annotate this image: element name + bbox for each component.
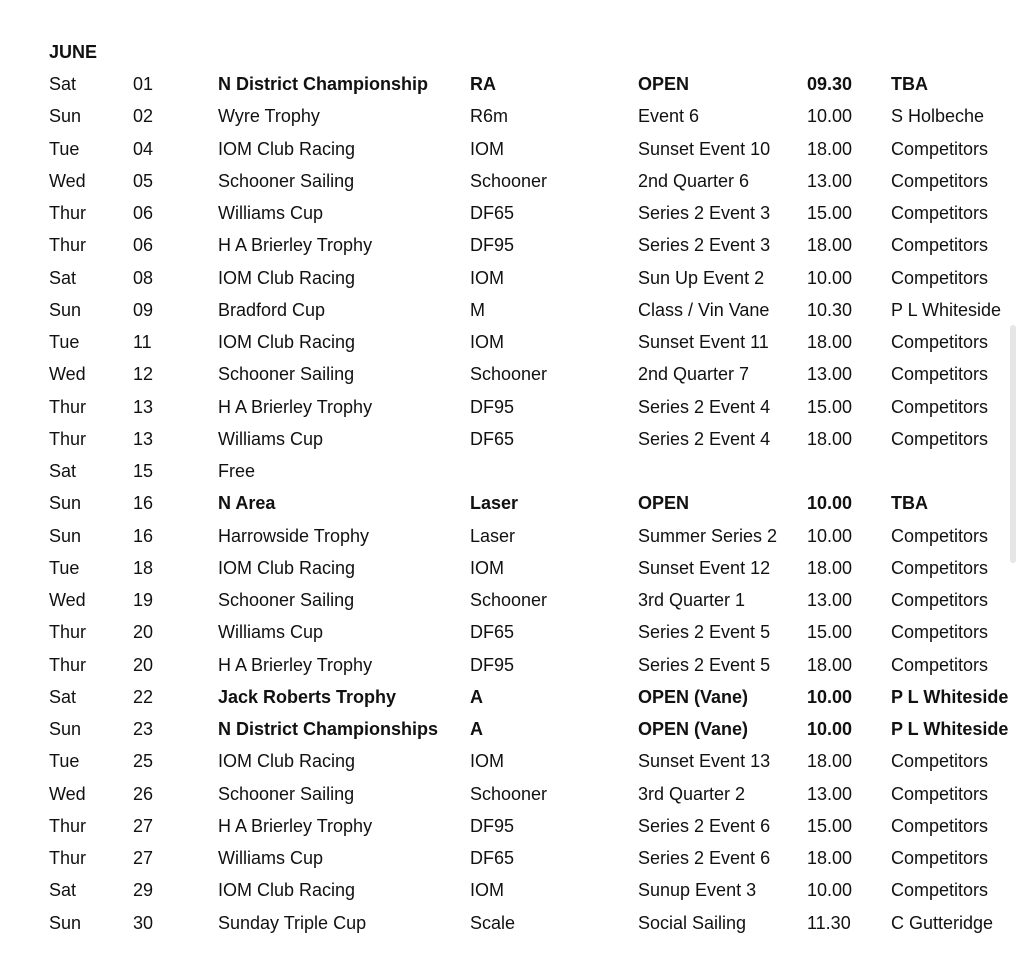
race-officer-cell: P L Whiteside — [891, 686, 1009, 707]
day-cell: Thur — [49, 654, 87, 675]
start-time-cell: 13.00 — [807, 364, 853, 385]
race-officer-cell: Competitors — [891, 396, 989, 417]
event-name-cell: N Area — [218, 493, 276, 514]
date-cell: 01 — [133, 74, 154, 94]
day-cell: Sun — [49, 912, 82, 933]
date-cell: 13 — [133, 428, 154, 449]
date-cell: 04 — [133, 138, 154, 159]
boat-class-cell: Scale — [470, 912, 516, 933]
event-name-cell: N District Championship — [218, 74, 429, 94]
boat-class-cell: IOM — [470, 138, 504, 159]
schedule-row — [0, 616, 1024, 648]
boat-class-cell: Schooner — [470, 590, 548, 610]
race-officer-cell: TBA — [891, 74, 928, 94]
boat-class-cell: Schooner — [470, 364, 548, 385]
day-cell: Sat — [49, 74, 77, 94]
event-name-cell: Williams Cup — [218, 428, 324, 449]
race-officer-cell: P L Whiteside — [891, 299, 1002, 320]
series-cell: 3rd Quarter 2 — [638, 783, 746, 804]
event-name-cell: Schooner Sailing — [218, 364, 355, 385]
event-name-cell: H A Brierley Trophy — [218, 654, 373, 675]
race-officer-cell: Competitors — [891, 138, 989, 159]
event-name-cell: H A Brierley Trophy — [218, 396, 373, 417]
boat-class-cell: DF95 — [470, 396, 515, 417]
start-time-cell: 18.00 — [807, 654, 853, 675]
race-officer-cell: Competitors — [891, 751, 989, 772]
schedule-row — [0, 778, 1024, 810]
race-officer-cell: S Holbeche — [891, 106, 985, 127]
series-cell: 2nd Quarter 6 — [638, 170, 750, 191]
start-time-cell: 18.00 — [807, 848, 853, 868]
scrollbar[interactable] — [1010, 325, 1016, 563]
start-time-cell: 15.00 — [807, 815, 853, 836]
date-cell: 27 — [133, 848, 154, 868]
day-cell: Sun — [49, 106, 82, 127]
date-cell: 19 — [133, 590, 154, 610]
event-name-cell: Schooner Sailing — [218, 783, 355, 804]
date-cell: 11 — [133, 332, 152, 352]
start-time-cell: 13.00 — [807, 590, 853, 610]
event-name-cell: Williams Cup — [218, 622, 324, 643]
schedule-row — [0, 520, 1024, 552]
boat-class-cell: IOM — [470, 557, 504, 578]
race-officer-cell: Competitors — [891, 235, 989, 256]
day-cell: Wed — [49, 590, 86, 610]
race-officer-cell: Competitors — [891, 557, 989, 578]
schedule-row — [0, 584, 1024, 616]
schedule-row — [0, 197, 1024, 229]
schedule-row — [0, 133, 1024, 165]
race-officer-cell: Competitors — [891, 170, 989, 191]
race-officer-cell: Competitors — [891, 622, 989, 643]
series-cell: 2nd Quarter 7 — [638, 364, 750, 385]
series-cell: Series 2 Event 5 — [638, 654, 771, 675]
date-cell: 30 — [133, 912, 154, 933]
boat-class-cell: IOM — [470, 880, 504, 901]
race-officer-cell: Competitors — [891, 267, 989, 288]
date-cell: 20 — [133, 654, 154, 675]
start-time-cell: 10.00 — [807, 267, 853, 288]
event-name-cell: IOM Club Racing — [218, 332, 356, 352]
series-cell: 3rd Quarter 1 — [638, 590, 746, 610]
date-cell: 15 — [133, 461, 154, 481]
event-name-cell: IOM Club Racing — [218, 138, 356, 159]
day-cell: Sat — [49, 880, 77, 901]
date-cell: 20 — [133, 622, 154, 643]
schedule-row — [0, 649, 1024, 681]
schedule-row — [0, 681, 1024, 713]
date-cell: 05 — [133, 170, 154, 191]
event-name-cell: IOM Club Racing — [218, 267, 356, 288]
series-cell: Sunset Event 10 — [638, 138, 771, 159]
series-cell: Event 6 — [638, 106, 700, 127]
date-cell: 06 — [133, 203, 154, 223]
date-cell: 09 — [133, 299, 154, 320]
start-time-cell: 18.00 — [807, 557, 853, 578]
series-cell: Series 2 Event 6 — [638, 848, 771, 868]
schedule-row — [0, 68, 1024, 100]
race-officer-cell: Competitors — [891, 783, 989, 804]
event-name-cell: Wyre Trophy — [218, 106, 320, 127]
boat-class-cell: R6m — [470, 106, 509, 127]
schedule-row — [0, 358, 1024, 390]
day-cell: Wed — [49, 170, 86, 191]
boat-class-cell: DF65 — [470, 848, 515, 868]
event-name-cell: Free — [218, 461, 256, 481]
series-cell: OPEN — [638, 74, 690, 94]
series-cell: Series 2 Event 5 — [638, 622, 771, 643]
series-cell: Sunset Event 11 — [638, 332, 769, 352]
start-time-cell: 10.30 — [807, 299, 853, 320]
series-cell: Sunset Event 12 — [638, 557, 771, 578]
series-cell: Sun Up Event 2 — [638, 267, 765, 288]
date-cell: 06 — [133, 235, 154, 256]
date-cell: 13 — [133, 396, 154, 417]
boat-class-cell: DF95 — [470, 815, 515, 836]
start-time-cell: 10.00 — [807, 525, 853, 546]
boat-class-cell: DF95 — [470, 235, 515, 256]
series-cell: Sunup Event 3 — [638, 880, 757, 901]
day-cell: Sun — [49, 719, 82, 739]
race-officer-cell: C Gutteridge — [891, 912, 994, 933]
race-officer-cell: Competitors — [891, 590, 989, 610]
race-officer-cell: Competitors — [891, 203, 989, 223]
day-cell: Sat — [49, 461, 77, 481]
day-cell: Sun — [49, 525, 82, 546]
series-cell: OPEN — [638, 493, 690, 514]
boat-class-cell: RA — [470, 74, 496, 94]
event-name-cell: Schooner Sailing — [218, 590, 355, 610]
event-name-cell: H A Brierley Trophy — [218, 815, 373, 836]
day-cell: Sat — [49, 267, 77, 288]
start-time-cell: 18.00 — [807, 332, 853, 352]
day-cell: Wed — [49, 783, 86, 804]
event-name-cell: N District Championships — [218, 719, 439, 739]
start-time-cell: 13.00 — [807, 170, 853, 191]
event-name-cell: Williams Cup — [218, 848, 324, 868]
event-name-cell: IOM Club Racing — [218, 880, 356, 901]
schedule-row — [0, 423, 1024, 455]
series-cell: Series 2 Event 4 — [638, 396, 771, 417]
schedule-row — [0, 294, 1024, 326]
boat-class-cell: DF65 — [470, 428, 515, 449]
month-title: JUNE — [49, 42, 98, 62]
event-name-cell: Williams Cup — [218, 203, 324, 223]
series-cell: Summer Series 2 — [638, 525, 778, 546]
date-cell: 16 — [133, 525, 154, 546]
event-name-cell: Schooner Sailing — [218, 170, 355, 191]
day-cell: Thur — [49, 396, 87, 417]
event-name-cell: IOM Club Racing — [218, 557, 356, 578]
start-time-cell: 15.00 — [807, 622, 853, 643]
start-time-cell: 10.00 — [807, 719, 853, 739]
start-time-cell: 15.00 — [807, 396, 853, 417]
day-cell: Thur — [49, 428, 87, 449]
day-cell: Tue — [49, 138, 80, 159]
boat-class-cell: A — [470, 686, 483, 707]
schedule-row — [0, 229, 1024, 261]
event-name-cell: H A Brierley Trophy — [218, 235, 373, 256]
boat-class-cell: Schooner — [470, 783, 548, 804]
day-cell: Thur — [49, 203, 87, 223]
day-cell: Wed — [49, 364, 86, 385]
schedule-row — [0, 552, 1024, 584]
schedule-row — [0, 874, 1024, 906]
event-name-cell: IOM Club Racing — [218, 751, 356, 772]
date-cell: 18 — [133, 557, 154, 578]
boat-class-cell: DF65 — [470, 203, 515, 223]
start-time-cell: 10.00 — [807, 493, 853, 514]
boat-class-cell: IOM — [470, 267, 504, 288]
race-officer-cell: Competitors — [891, 525, 989, 546]
event-name-cell: Jack Roberts Trophy — [218, 686, 397, 707]
boat-class-cell: M — [470, 299, 485, 320]
day-cell: Sun — [49, 299, 82, 320]
date-cell: 29 — [133, 880, 154, 901]
boat-class-cell: IOM — [470, 751, 504, 772]
start-time-cell: 18.00 — [807, 428, 853, 449]
start-time-cell: 11.30 — [807, 912, 851, 933]
schedule-row — [0, 326, 1024, 358]
race-officer-cell: Competitors — [891, 848, 989, 868]
day-cell: Tue — [49, 332, 80, 352]
day-cell: Thur — [49, 622, 87, 643]
schedule-row — [0, 455, 1024, 487]
series-cell: OPEN (Vane) — [638, 719, 749, 739]
start-time-cell: 10.00 — [807, 686, 853, 707]
start-time-cell: 09.30 — [807, 74, 853, 94]
day-cell: Tue — [49, 751, 80, 772]
schedule-row — [0, 907, 1024, 939]
race-officer-cell: Competitors — [891, 428, 989, 449]
boat-class-cell: DF65 — [470, 622, 515, 643]
date-cell: 26 — [133, 783, 154, 804]
date-cell: 27 — [133, 815, 154, 836]
start-time-cell: 18.00 — [807, 751, 853, 772]
series-cell: Series 2 Event 3 — [638, 235, 771, 256]
series-cell: Sunset Event 13 — [638, 751, 771, 772]
race-officer-cell: Competitors — [891, 815, 989, 836]
start-time-cell: 18.00 — [807, 138, 853, 159]
day-cell: Sun — [49, 493, 82, 514]
date-cell: 16 — [133, 493, 154, 514]
start-time-cell: 13.00 — [807, 783, 853, 804]
day-cell: Sat — [49, 686, 77, 707]
series-cell: Series 2 Event 3 — [638, 203, 771, 223]
start-time-cell: 10.00 — [807, 880, 853, 901]
schedule-row — [0, 842, 1024, 874]
race-officer-cell: Competitors — [891, 880, 989, 901]
schedule-row — [0, 100, 1024, 132]
day-cell: Thur — [49, 815, 87, 836]
boat-class-cell: DF95 — [470, 654, 515, 675]
schedule-row — [0, 165, 1024, 197]
event-name-cell: Harrowside Trophy — [218, 525, 370, 546]
schedule-row — [0, 713, 1024, 745]
boat-class-cell: IOM — [470, 332, 504, 352]
day-cell: Tue — [49, 557, 80, 578]
race-officer-cell: Competitors — [891, 654, 989, 675]
race-officer-cell: P L Whiteside — [891, 719, 1009, 739]
schedule-row — [0, 487, 1024, 519]
start-time-cell: 18.00 — [807, 235, 853, 256]
boat-class-cell: Schooner — [470, 170, 548, 191]
event-name-cell: Bradford Cup — [218, 299, 326, 320]
date-cell: 23 — [133, 719, 154, 739]
date-cell: 02 — [133, 106, 154, 127]
series-cell: OPEN (Vane) — [638, 686, 749, 707]
start-time-cell: 10.00 — [807, 106, 853, 127]
boat-class-cell: A — [470, 719, 483, 739]
series-cell: Class / Vin Vane — [638, 299, 770, 320]
race-officer-cell: Competitors — [891, 364, 989, 385]
boat-class-cell: Laser — [470, 493, 519, 514]
date-cell: 22 — [133, 686, 154, 707]
date-cell: 12 — [133, 364, 154, 385]
schedule-row — [0, 262, 1024, 294]
date-cell: 25 — [133, 751, 154, 772]
boat-class-cell: Laser — [470, 525, 516, 546]
series-cell: Series 2 Event 6 — [638, 815, 771, 836]
schedule-row — [0, 810, 1024, 842]
race-officer-cell: Competitors — [891, 332, 989, 352]
start-time-cell: 15.00 — [807, 203, 853, 223]
series-cell: Series 2 Event 4 — [638, 428, 771, 449]
event-name-cell: Sunday Triple Cup — [218, 912, 367, 933]
day-cell: Thur — [49, 235, 87, 256]
schedule-row — [0, 745, 1024, 777]
series-cell: Social Sailing — [638, 912, 747, 933]
schedule-row — [0, 391, 1024, 423]
date-cell: 08 — [133, 267, 154, 288]
day-cell: Thur — [49, 848, 87, 868]
race-officer-cell: TBA — [891, 493, 928, 514]
